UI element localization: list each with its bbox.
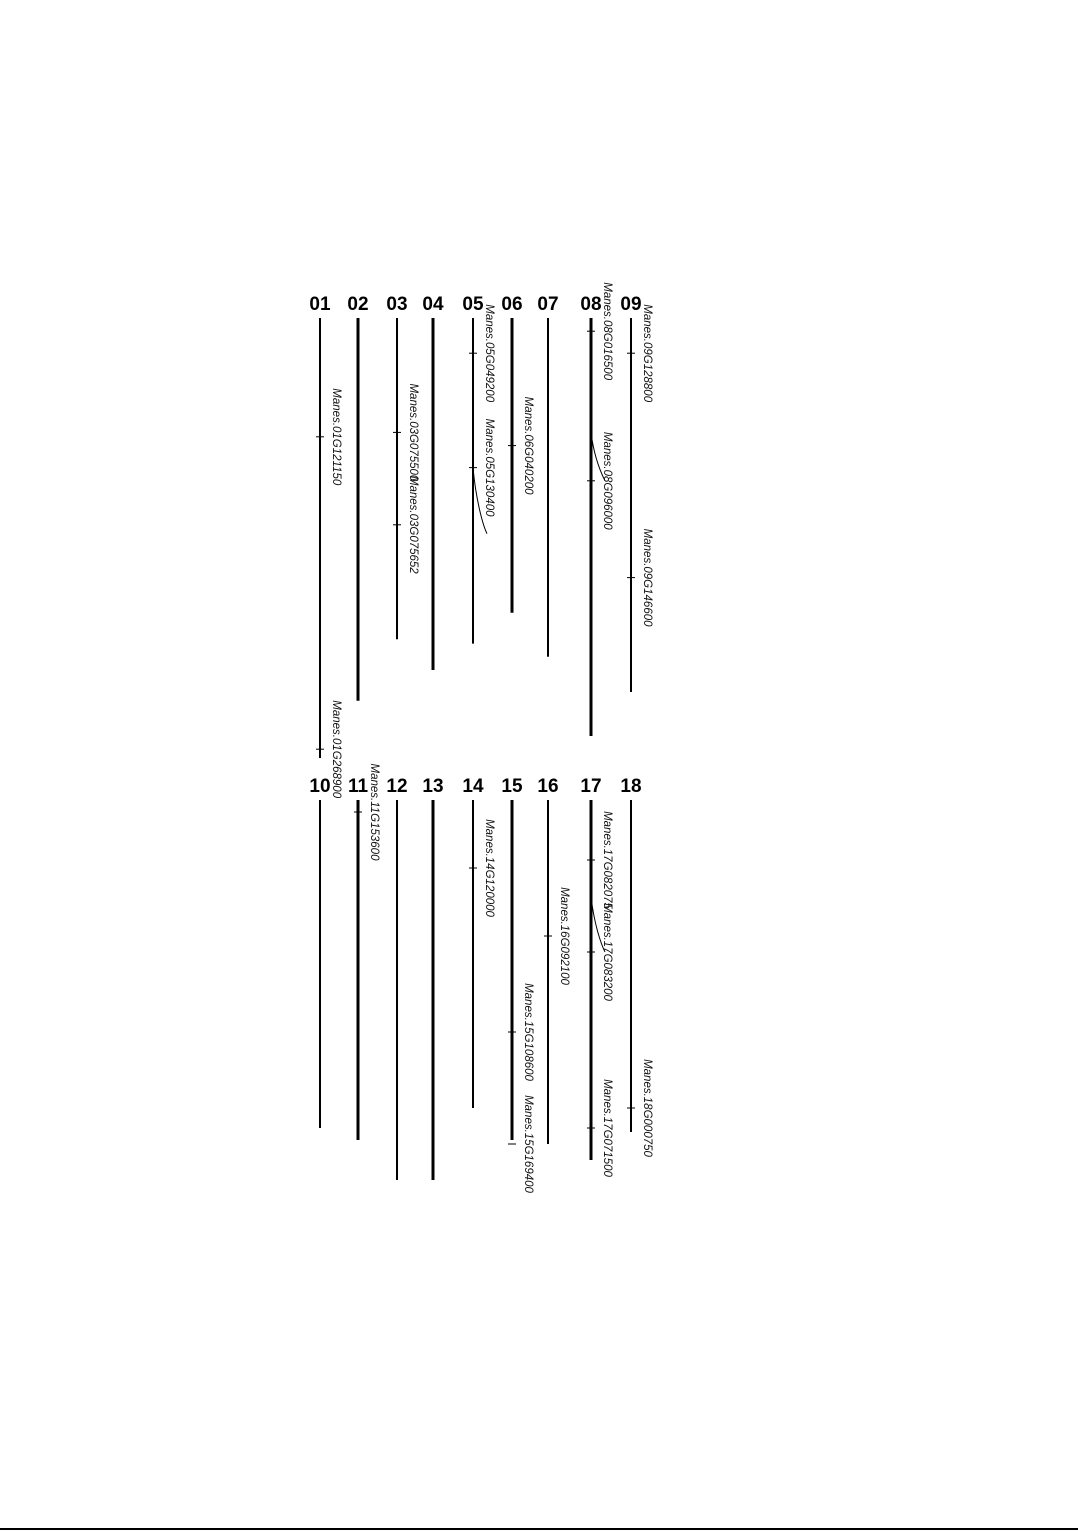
gene-label: Manes.03G075500 bbox=[407, 383, 419, 482]
gene-label: Manes.17G071500 bbox=[601, 1079, 613, 1177]
bottom-rule bbox=[0, 1528, 1078, 1530]
chromosome-label: 06 bbox=[501, 294, 523, 315]
gene-label: Manes.08G016500 bbox=[601, 282, 613, 381]
gene-label: Manes.01G121150 bbox=[330, 388, 342, 486]
chromosome-label: 12 bbox=[386, 776, 408, 797]
gene-label: Manes.17G083200 bbox=[601, 903, 613, 1001]
gene-label: Manes.05G049200 bbox=[483, 304, 495, 403]
gene-label: Manes.14G120000 bbox=[483, 819, 495, 917]
gene-label: Manes.15G169400 bbox=[522, 1095, 534, 1193]
gene-label: Manes.08G096000 bbox=[601, 431, 613, 530]
gene-label: Manes.11G153600 bbox=[368, 763, 380, 861]
chromosome-label: 05 bbox=[462, 294, 484, 315]
chromosome-label: 04 bbox=[422, 294, 444, 315]
gene-label: Manes.03G075652 bbox=[407, 475, 419, 574]
gene-label: Manes.05G130400 bbox=[483, 418, 495, 517]
chromosome-label: 13 bbox=[422, 776, 444, 797]
gene-label: Manes.06G040200 bbox=[522, 396, 534, 495]
chromosome-label: 17 bbox=[580, 776, 602, 797]
gene-label: Manes.18G000750 bbox=[641, 1059, 653, 1157]
chromosome-label: 11 bbox=[347, 776, 369, 797]
chromosome-label: 14 bbox=[462, 776, 484, 797]
gene-label: Manes.09G128800 bbox=[641, 304, 653, 403]
chromosome-label: 08 bbox=[580, 294, 602, 315]
chromosome-label: 10 bbox=[309, 776, 331, 797]
chromosome-label: 15 bbox=[501, 776, 523, 797]
gene-label: Manes.09G146600 bbox=[641, 528, 653, 627]
chromosome-label: 16 bbox=[537, 776, 559, 797]
chromosome-label: 02 bbox=[347, 294, 369, 315]
chromosome-label: 18 bbox=[620, 776, 642, 797]
chromosome-label: 09 bbox=[620, 294, 642, 315]
gene-label: Manes.16G092100 bbox=[558, 887, 570, 985]
gene-label: Manes.01G268900 bbox=[330, 700, 342, 799]
gene-label: Manes.17G082075 bbox=[601, 811, 613, 909]
chromosome-label: 07 bbox=[537, 294, 559, 315]
chromosome-label: 03 bbox=[386, 294, 408, 315]
gene-label: Manes.15G108600 bbox=[522, 983, 534, 1081]
chromosome-label: 01 bbox=[309, 294, 331, 315]
